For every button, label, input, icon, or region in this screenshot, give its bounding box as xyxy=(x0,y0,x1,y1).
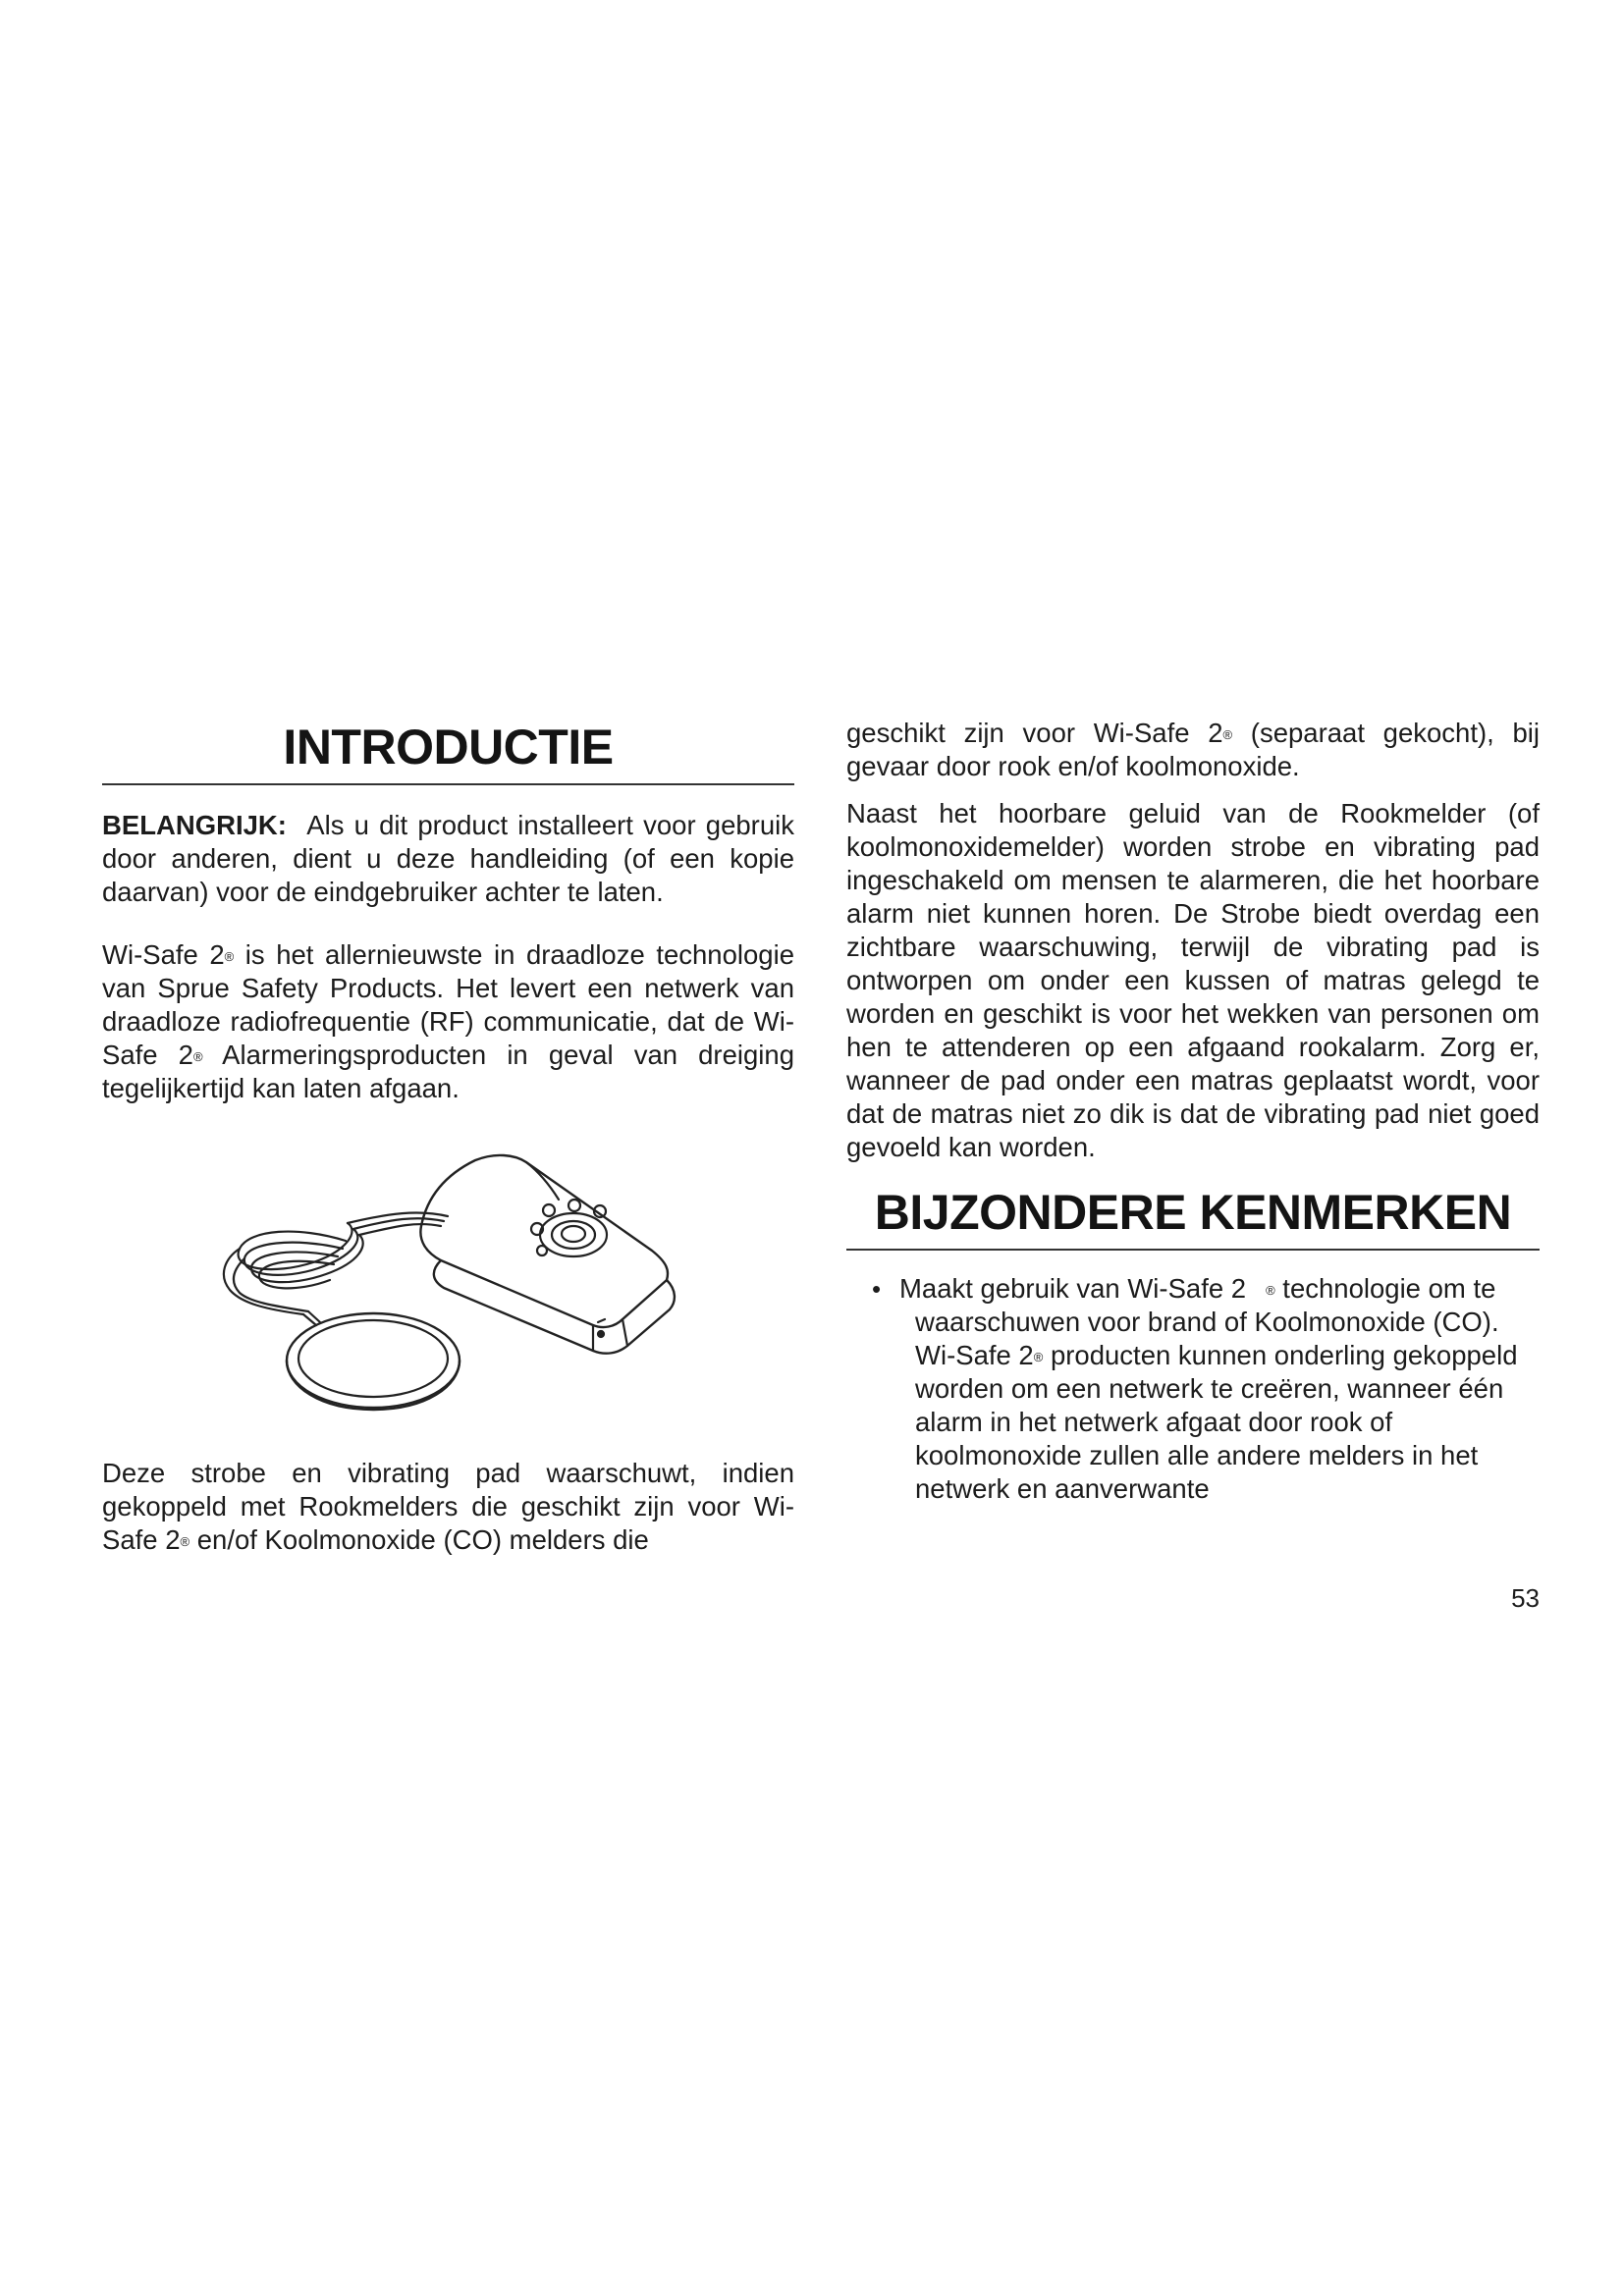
strobe-unit-icon xyxy=(420,1155,675,1354)
wisafe-text-3: Alarmeringsproducten in geval van dreiging tegelijkertijd kan laten afgaan. xyxy=(102,1040,794,1103)
bullet-icon: • xyxy=(872,1274,882,1304)
important-text: Als u dit product installeert voor gebruik door anderen, dient u deze handleiding (of een kopie daarvan) voor de eindgebruiker achter te laten. xyxy=(102,810,794,907)
cable-icon xyxy=(224,1212,448,1314)
wisafe-text-1: Wi-Safe 2 xyxy=(102,939,225,970)
left-column xyxy=(102,717,794,1557)
strobe-and-vibrating-pad-illustration xyxy=(102,1133,794,1427)
registered-mark: ® xyxy=(180,1534,190,1549)
right-column xyxy=(846,717,1540,1506)
important-label: BELANGRIJK: xyxy=(102,810,287,840)
registered-mark: ® xyxy=(224,949,235,964)
important-paragraph xyxy=(102,809,794,909)
strobe-text-1: Deze strobe en vibrating pad waarschuwt, indien gekoppeld met Rookmelders die geschikt zijn voor Wi-Safe 2 xyxy=(102,1458,794,1555)
strobe-description-paragraph: Naast het hoorbare geluid van de Rookmelder (of koolmonoxidemelder) worden strobe en vibrating pad ingeschakeld om mensen te alarmeren, die het hoorbare alarm niet kunnen horen. De Strobe biedt overdag een zichtbare waarschuwing, terwijl de vibrating pad is ontworpen om onder een kussen of matras gelegd te worden en geschikt is voor het wekken van personen om hen te attenderen op een afgaand rookalarm. Zorg er, wanneer de pad onder een matras geplaatst wordt, voor dat de matras niet zo dik is dat de vibrating pad niet goed gevoeld kan worden. xyxy=(846,798,1540,1162)
registered-mark: ® xyxy=(1266,1283,1275,1298)
intro-heading: INTRODUCTIE xyxy=(102,717,794,785)
continued-text-2: (separaat gekocht), bij gevaar door rook en/of koolmonoxide. xyxy=(846,718,1540,781)
continued-text-1: geschikt zijn voor Wi-Safe 2 xyxy=(846,718,1223,748)
feature-text-1: Maakt gebruik van Wi-Safe 2 xyxy=(899,1273,1247,1304)
list-item xyxy=(846,1272,1540,1506)
wisafe-text-2: is het allernieuwste in draadloze technologie van Sprue Safety Products. Het levert een netwerk van draadloze radiofrequentie (RF) communicatie, dat de Wi-Safe 2 xyxy=(102,939,794,1070)
wisafe-paragraph xyxy=(102,938,794,1105)
registered-mark: ® xyxy=(1222,727,1233,742)
strobe-intro-paragraph xyxy=(102,1457,794,1557)
strobe-text-2: en/of Koolmonoxide (CO) melders die xyxy=(189,1524,649,1555)
feature-text-3: producten kunnen onderling gekoppeld worden om een netwerk te creëren, wanneer één alarm in het netwerk afgaat door rook of koolmonoxide zullen alle andere melders in het netwerk en aanverwante xyxy=(915,1340,1518,1504)
page-number: 53 xyxy=(1511,1583,1540,1613)
vibrating-pad-icon xyxy=(287,1311,460,1410)
feature-text-2: technologie om te waarschuwen voor brand of Koolmonoxide (CO). Wi-Safe 2 xyxy=(915,1273,1499,1370)
registered-mark: ® xyxy=(192,1049,203,1064)
device-drawing xyxy=(102,1133,794,1427)
features-heading: BIJZONDERE KENMERKEN xyxy=(846,1182,1540,1251)
features-list xyxy=(846,1272,1540,1506)
continued-paragraph xyxy=(846,717,1540,783)
registered-mark: ® xyxy=(1033,1350,1044,1364)
